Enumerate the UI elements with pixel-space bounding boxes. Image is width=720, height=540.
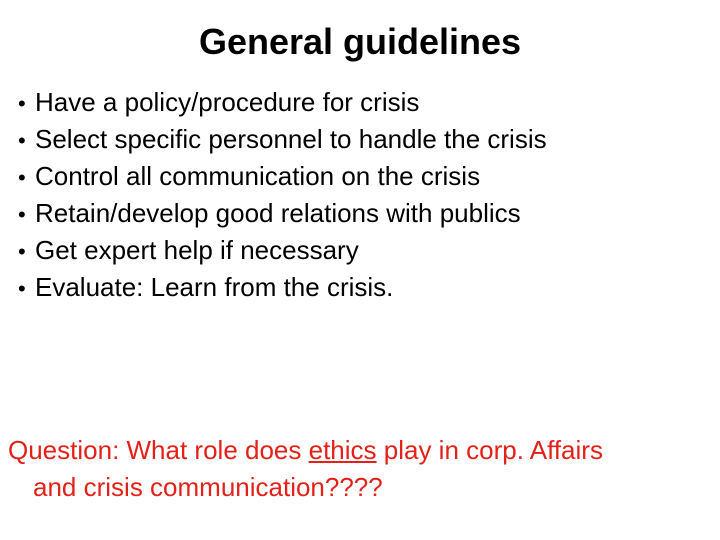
bullet-icon: • xyxy=(18,239,26,264)
guideline-text: Get expert help if necessary xyxy=(35,235,359,265)
bullet-icon: • xyxy=(18,202,26,227)
question-second-line: and crisis communication???? xyxy=(33,472,383,502)
bullet-icon: • xyxy=(18,91,26,116)
guideline-item xyxy=(18,232,708,269)
bullet-icon: • xyxy=(18,128,26,153)
guideline-item xyxy=(18,158,708,195)
guideline-text: Retain/develop good relations with publics xyxy=(35,198,521,228)
guideline-text: Control all communication on the crisis xyxy=(35,161,481,191)
guideline-item xyxy=(18,121,708,158)
guideline-text: Select specific personnel to handle the crisis xyxy=(35,124,547,154)
ethics-emphasis: ethics xyxy=(308,435,377,465)
question-prefix: Question: What role does xyxy=(8,435,309,465)
bullet-icon: • xyxy=(18,165,26,190)
bullet-icon: • xyxy=(18,276,26,301)
guideline-item xyxy=(18,269,708,306)
discussion-question xyxy=(8,432,708,506)
guideline-text: Have a policy/procedure for crisis xyxy=(35,87,420,117)
guideline-text: Evaluate: Learn from the crisis. xyxy=(35,272,394,302)
guideline-list xyxy=(18,84,708,306)
guideline-item xyxy=(18,84,708,121)
guideline-item xyxy=(18,195,708,232)
slide-title: General guidelines xyxy=(198,21,522,62)
question-suffix: play in corp. Affairs xyxy=(376,435,603,465)
